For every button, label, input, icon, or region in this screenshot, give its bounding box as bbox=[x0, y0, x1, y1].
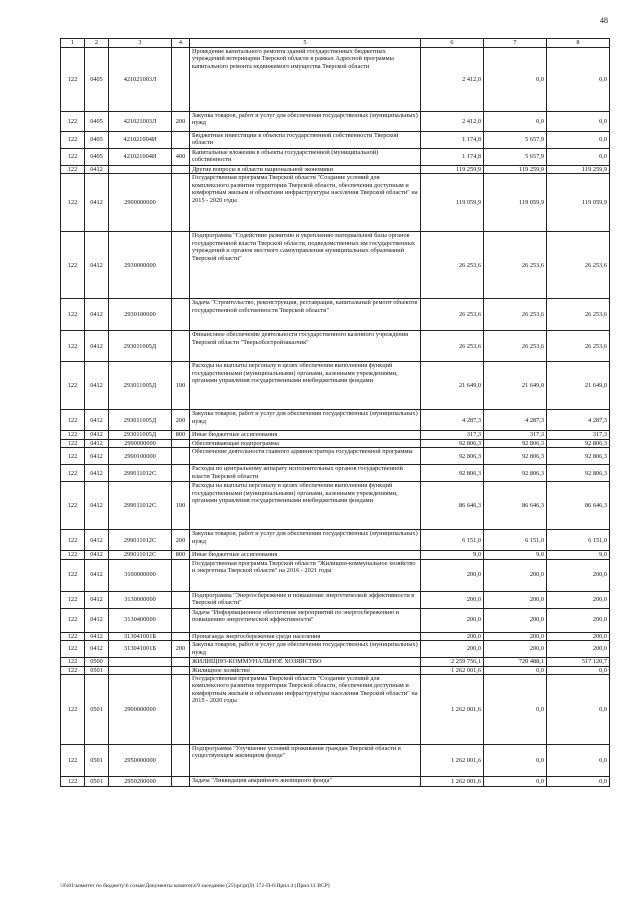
amount-year2-cell: 86 646,3 bbox=[484, 482, 547, 530]
section-code-cell: 0405 bbox=[85, 149, 109, 166]
amount-year2-cell: 200,0 bbox=[484, 559, 547, 591]
amount-year2-cell: 200,0 bbox=[484, 632, 547, 640]
amount-year1-cell: 6 151,0 bbox=[421, 530, 484, 551]
amount-year1-cell: 2 412,0 bbox=[421, 112, 484, 132]
target-article-code-cell: 293011005Д bbox=[109, 362, 172, 410]
target-article-code-cell: 2900000000 bbox=[109, 174, 172, 232]
ved-code-cell: 122 bbox=[61, 299, 85, 331]
amount-year1-cell: 26 253,6 bbox=[421, 299, 484, 331]
amount-year2-cell: 0,0 bbox=[484, 674, 547, 744]
section-code-cell: 0412 bbox=[85, 465, 109, 482]
amount-year1-cell: 26 253,6 bbox=[421, 232, 484, 299]
section-code-cell: 0412 bbox=[85, 174, 109, 232]
table-body bbox=[61, 48, 610, 787]
table-row bbox=[61, 431, 610, 439]
expense-type-code-cell bbox=[172, 448, 190, 465]
ved-code-cell: 122 bbox=[61, 551, 85, 559]
item-name-cell: Пропаганда энергосбережения среди населения bbox=[190, 632, 421, 640]
section-code-cell: 0412 bbox=[85, 431, 109, 439]
amount-year3-cell: 21 649,0 bbox=[547, 362, 610, 410]
table-row bbox=[61, 331, 610, 362]
target-article-code-cell: 299011012С bbox=[109, 530, 172, 551]
amount-year3-cell: 26 253,6 bbox=[547, 299, 610, 331]
item-name-cell: Подпрограмма "Улучшение условий проживания граждан Тверской области в существующем жилищном фонде" bbox=[190, 744, 421, 776]
table-row bbox=[61, 362, 610, 410]
section-code-cell: 0412 bbox=[85, 299, 109, 331]
target-article-code-cell: 313041001Б bbox=[109, 641, 172, 658]
item-name-cell: Расходы на выплаты персоналу в целях обеспечения выполнения функций государственными (муниципальными) органами, казенными учреждениями, органами управления государственными внебюджетными фондами bbox=[190, 362, 421, 410]
table-row bbox=[61, 48, 610, 112]
amount-year1-cell: 200,0 bbox=[421, 591, 484, 608]
item-name-cell: Проведение капитального ремонта зданий государственных бюджетных учреждений ветеринарии Тверской области в рамках Адресной программы капитального ремонта недвижимого имущества Тверской области bbox=[190, 48, 421, 112]
item-name-cell: Задача "Строительство, реконструкция, реставрация, капитальный ремонт объектов государственной собственности Тверской области" bbox=[190, 299, 421, 331]
target-article-code-cell: 3130000000 bbox=[109, 591, 172, 608]
amount-year1-cell: 119 259,9 bbox=[421, 166, 484, 174]
amount-year2-cell: 92 806,3 bbox=[484, 448, 547, 465]
ved-code-cell: 122 bbox=[61, 641, 85, 658]
budget-table bbox=[60, 38, 610, 787]
table-row bbox=[61, 551, 610, 559]
table-row bbox=[61, 439, 610, 447]
amount-year3-cell: 200,0 bbox=[547, 591, 610, 608]
section-code-cell: 0412 bbox=[85, 439, 109, 447]
expense-type-code-cell bbox=[172, 132, 190, 149]
section-code-cell: 0501 bbox=[85, 666, 109, 674]
amount-year3-cell: 0,0 bbox=[547, 149, 610, 166]
amount-year1-cell: 200,0 bbox=[421, 632, 484, 640]
amount-year2-cell: 26 253,6 bbox=[484, 299, 547, 331]
item-name-cell: Обеспечивающая подпрограмма bbox=[190, 439, 421, 447]
target-article-code-cell: 299011012С bbox=[109, 551, 172, 559]
ved-code-cell: 122 bbox=[61, 166, 85, 174]
amount-year3-cell: 119 259,9 bbox=[547, 166, 610, 174]
ved-code-cell: 122 bbox=[61, 132, 85, 149]
target-article-code-cell: 2950200000 bbox=[109, 776, 172, 786]
amount-year3-cell: 26 253,6 bbox=[547, 331, 610, 362]
section-code-cell: 0501 bbox=[85, 744, 109, 776]
item-name-cell: Иные бюджетные ассигнования bbox=[190, 431, 421, 439]
amount-year2-cell: 0,0 bbox=[484, 666, 547, 674]
section-code-cell: 0412 bbox=[85, 362, 109, 410]
amount-year1-cell: 92 806,3 bbox=[421, 465, 484, 482]
target-article-code-cell: 293011005Д bbox=[109, 410, 172, 431]
ved-code-cell: 122 bbox=[61, 410, 85, 431]
amount-year3-cell: 0,0 bbox=[547, 666, 610, 674]
amount-year3-cell: 0,0 bbox=[547, 48, 610, 112]
ved-code-cell: 122 bbox=[61, 591, 85, 608]
expense-type-code-cell bbox=[172, 674, 190, 744]
ved-code-cell: 122 bbox=[61, 482, 85, 530]
target-article-code-cell: 293011005Д bbox=[109, 431, 172, 439]
item-name-cell: Закупка товаров, работ и услуг для обеспечения государственных (муниципальных) нужд bbox=[190, 530, 421, 551]
target-article-code-cell: 313041001Б bbox=[109, 632, 172, 640]
expense-type-code-cell bbox=[172, 232, 190, 299]
amount-year3-cell: 9,0 bbox=[547, 551, 610, 559]
item-name-cell: Жилищное хозяйство bbox=[190, 666, 421, 674]
ved-code-cell: 122 bbox=[61, 674, 85, 744]
target-article-code-cell: 2930100000 bbox=[109, 299, 172, 331]
ved-code-cell: 122 bbox=[61, 362, 85, 410]
table-row bbox=[61, 666, 610, 674]
item-name-cell: Государственная программа Тверской области "Создание условий для комплексного развития территории Тверской области, обеспечения доступным и комфортным жильем и объектами инфраструктуры населения Тверской области" на 2015 - 2020 годы bbox=[190, 174, 421, 232]
amount-year2-cell: 92 806,3 bbox=[484, 439, 547, 447]
section-code-cell: 0405 bbox=[85, 112, 109, 132]
amount-year2-cell: 119 259,9 bbox=[484, 166, 547, 174]
item-name-cell: Государственная программа Тверской области "Жилищно-коммунальное хозяйство и энергетика Тверской области" на 2016 - 2021 годы bbox=[190, 559, 421, 591]
amount-year1-cell: 2 259 756,1 bbox=[421, 658, 484, 666]
amount-year2-cell: 119 059,9 bbox=[484, 174, 547, 232]
ved-code-cell: 122 bbox=[61, 174, 85, 232]
target-article-code-cell bbox=[109, 666, 172, 674]
amount-year3-cell: 4 287,3 bbox=[547, 410, 610, 431]
ved-code-cell: 122 bbox=[61, 666, 85, 674]
amount-year1-cell: 119 059,9 bbox=[421, 174, 484, 232]
target-article-code-cell: 299011012С bbox=[109, 482, 172, 530]
item-name-cell: Закупка товаров, работ и услуг для обеспечения государственных (муниципальных) нужд bbox=[190, 112, 421, 132]
amount-year2-cell: 4 287,3 bbox=[484, 410, 547, 431]
amount-year2-cell: 720 488,1 bbox=[484, 658, 547, 666]
expense-type-code-cell: 200 bbox=[172, 641, 190, 658]
section-code-cell: 0501 bbox=[85, 776, 109, 786]
table-row bbox=[61, 482, 610, 530]
amount-year3-cell: 86 646,3 bbox=[547, 482, 610, 530]
ved-code-cell: 122 bbox=[61, 149, 85, 166]
target-article-code-cell: 2950000000 bbox=[109, 744, 172, 776]
expense-type-code-cell bbox=[172, 608, 190, 632]
amount-year3-cell: 26 253,6 bbox=[547, 232, 610, 299]
expense-type-code-cell bbox=[172, 465, 190, 482]
amount-year3-cell: 200,0 bbox=[547, 559, 610, 591]
item-name-cell: Задача "Ликвидация аварийного жилищного фонда" bbox=[190, 776, 421, 786]
table-row bbox=[61, 658, 610, 666]
expense-type-code-cell bbox=[172, 48, 190, 112]
ved-code-cell: 122 bbox=[61, 744, 85, 776]
ved-code-cell: 122 bbox=[61, 439, 85, 447]
section-code-cell: 0412 bbox=[85, 591, 109, 608]
section-code-cell: 0412 bbox=[85, 482, 109, 530]
ved-code-cell: 122 bbox=[61, 448, 85, 465]
target-article-code-cell: 3130400000 bbox=[109, 608, 172, 632]
amount-year2-cell: 5 657,9 bbox=[484, 132, 547, 149]
section-code-cell: 0405 bbox=[85, 48, 109, 112]
amount-year2-cell: 200,0 bbox=[484, 608, 547, 632]
ved-code-cell: 122 bbox=[61, 559, 85, 591]
amount-year2-cell: 26 253,6 bbox=[484, 331, 547, 362]
target-article-code-cell: 2990100000 bbox=[109, 448, 172, 465]
amount-year3-cell: 317,3 bbox=[547, 431, 610, 439]
amount-year2-cell: 200,0 bbox=[484, 641, 547, 658]
expense-type-code-cell bbox=[172, 666, 190, 674]
amount-year2-cell: 6 151,0 bbox=[484, 530, 547, 551]
amount-year3-cell: 0,0 bbox=[547, 112, 610, 132]
table-row bbox=[61, 608, 610, 632]
table-row bbox=[61, 559, 610, 591]
expense-type-code-cell: 200 bbox=[172, 410, 190, 431]
expense-type-code-cell: 100 bbox=[172, 482, 190, 530]
section-code-cell: 0412 bbox=[85, 608, 109, 632]
amount-year1-cell: 9,0 bbox=[421, 551, 484, 559]
expense-type-code-cell bbox=[172, 299, 190, 331]
table-row bbox=[61, 632, 610, 640]
item-name-cell: Подпрограмма "Энергосбережение и повышение энергетической эффективности в Тверской области" bbox=[190, 591, 421, 608]
target-article-code-cell: 421021003Л bbox=[109, 112, 172, 132]
amount-year3-cell: 0,0 bbox=[547, 776, 610, 786]
table-row bbox=[61, 744, 610, 776]
target-article-code-cell: 421021004И bbox=[109, 149, 172, 166]
ved-code-cell: 122 bbox=[61, 530, 85, 551]
expense-type-code-cell: 100 bbox=[172, 362, 190, 410]
amount-year3-cell: 92 806,3 bbox=[547, 439, 610, 447]
table-row bbox=[61, 232, 610, 299]
column-header: 7 bbox=[484, 39, 547, 48]
table-row bbox=[61, 530, 610, 551]
amount-year3-cell: 0,0 bbox=[547, 132, 610, 149]
item-name-cell: Финансовое обеспечение деятельности государственного казенного учреждения Тверской области "Тверьоблстройзаказчик" bbox=[190, 331, 421, 362]
table-row bbox=[61, 776, 610, 786]
expense-type-code-cell: 200 bbox=[172, 112, 190, 132]
table-row bbox=[61, 641, 610, 658]
column-header: 1 bbox=[61, 39, 85, 48]
target-article-code-cell: 421021003Л bbox=[109, 48, 172, 112]
expense-type-code-cell bbox=[172, 658, 190, 666]
section-code-cell: 0412 bbox=[85, 410, 109, 431]
section-code-cell: 0412 bbox=[85, 559, 109, 591]
table-row bbox=[61, 674, 610, 744]
amount-year3-cell: 200,0 bbox=[547, 641, 610, 658]
section-code-cell: 0412 bbox=[85, 641, 109, 658]
amount-year2-cell: 317,3 bbox=[484, 431, 547, 439]
amount-year2-cell: 0,0 bbox=[484, 112, 547, 132]
column-header: 2 bbox=[85, 39, 109, 48]
table-row bbox=[61, 299, 610, 331]
amount-year2-cell: 92 806,3 bbox=[484, 465, 547, 482]
section-code-cell: 0405 bbox=[85, 132, 109, 149]
item-name-cell: Закупка товаров, работ и услуг для обеспечения государственных (муниципальных) нужд bbox=[190, 410, 421, 431]
table-row bbox=[61, 591, 610, 608]
section-code-cell: 0412 bbox=[85, 166, 109, 174]
column-header: 5 bbox=[190, 39, 421, 48]
item-name-cell: Расходы на выплаты персоналу в целях обеспечения выполнения функций государственными (муниципальными) органами, казенными учреждениями, органами управления государственными внебюджетными фондами bbox=[190, 482, 421, 530]
target-article-code-cell bbox=[109, 166, 172, 174]
section-code-cell: 0412 bbox=[85, 530, 109, 551]
expense-type-code-cell bbox=[172, 331, 190, 362]
section-code-cell: 0412 bbox=[85, 448, 109, 465]
target-article-code-cell bbox=[109, 658, 172, 666]
amount-year3-cell: 0,0 bbox=[547, 674, 610, 744]
amount-year1-cell: 200,0 bbox=[421, 559, 484, 591]
amount-year1-cell: 1 174,8 bbox=[421, 149, 484, 166]
target-article-code-cell: 2990000000 bbox=[109, 439, 172, 447]
item-name-cell: Обеспечение деятельности главного администратора государственной программы bbox=[190, 448, 421, 465]
column-header: 8 bbox=[547, 39, 610, 48]
amount-year3-cell: 92 806,3 bbox=[547, 448, 610, 465]
item-name-cell: Государственная программа Тверской области "Создание условий для комплексного развития территории Тверской области, обеспечения доступным и комфортным жильем и объектами инфраструктуры населения Тверской области" на 2015 - 2020 годы bbox=[190, 674, 421, 744]
expense-type-code-cell: 200 bbox=[172, 530, 190, 551]
ved-code-cell: 122 bbox=[61, 658, 85, 666]
amount-year3-cell: 200,0 bbox=[547, 632, 610, 640]
amount-year2-cell: 0,0 bbox=[484, 776, 547, 786]
item-name-cell: Подпрограмма "Содействие развитию и укреплению материальной базы органов государственной власти Тверской области, подведомственных им государственных учреждений и органов местного самоуправления муниципальных образований Тверской области" bbox=[190, 232, 421, 299]
item-name-cell: Закупка товаров, работ и услуг для обеспечения государственных (муниципальных) нужд bbox=[190, 641, 421, 658]
target-article-code-cell: 421021004И bbox=[109, 132, 172, 149]
ved-code-cell: 122 bbox=[61, 632, 85, 640]
amount-year1-cell: 1 174,8 bbox=[421, 132, 484, 149]
expense-type-code-cell bbox=[172, 591, 190, 608]
expense-type-code-cell bbox=[172, 776, 190, 786]
column-header: 6 bbox=[421, 39, 484, 48]
amount-year1-cell: 21 649,0 bbox=[421, 362, 484, 410]
expense-type-code-cell bbox=[172, 632, 190, 640]
item-name-cell: Иные бюджетные ассигнования bbox=[190, 551, 421, 559]
page-number: 48 bbox=[600, 16, 608, 25]
document-file-path: \\Fs01\комитет по бюджету\6 созыв\Документы комитета\9 заседание (25)\pr\pr(9) 172-П-6\Прил 4 (Прил 11 ВСР) bbox=[60, 883, 330, 889]
table-row bbox=[61, 132, 610, 149]
amount-year1-cell: 4 287,3 bbox=[421, 410, 484, 431]
section-code-cell: 0500 bbox=[85, 658, 109, 666]
item-name-cell: Капитальные вложения в объекты государственной (муниципальной) собственности bbox=[190, 149, 421, 166]
table-row bbox=[61, 149, 610, 166]
expense-type-code-cell bbox=[172, 439, 190, 447]
ved-code-cell: 122 bbox=[61, 465, 85, 482]
amount-year1-cell: 1 262 001,6 bbox=[421, 744, 484, 776]
item-name-cell: Другие вопросы в области национальной экономики bbox=[190, 166, 421, 174]
ved-code-cell: 122 bbox=[61, 48, 85, 112]
item-name-cell: Расходы по центральному аппарату исполнительных органов государственной власти Тверской области bbox=[190, 465, 421, 482]
ved-code-cell: 122 bbox=[61, 112, 85, 132]
amount-year3-cell: 119 059,9 bbox=[547, 174, 610, 232]
section-code-cell: 0412 bbox=[85, 331, 109, 362]
amount-year2-cell: 21 649,0 bbox=[484, 362, 547, 410]
amount-year3-cell: 0,0 bbox=[547, 744, 610, 776]
target-article-code-cell: 299011012С bbox=[109, 465, 172, 482]
ved-code-cell: 122 bbox=[61, 232, 85, 299]
amount-year2-cell: 200,0 bbox=[484, 591, 547, 608]
column-header: 4 bbox=[172, 39, 190, 48]
amount-year2-cell: 26 253,6 bbox=[484, 232, 547, 299]
expense-type-code-cell bbox=[172, 166, 190, 174]
amount-year1-cell: 1 262 001,6 bbox=[421, 674, 484, 744]
amount-year2-cell: 9,0 bbox=[484, 551, 547, 559]
amount-year1-cell: 317,3 bbox=[421, 431, 484, 439]
amount-year1-cell: 200,0 bbox=[421, 608, 484, 632]
ved-code-cell: 122 bbox=[61, 608, 85, 632]
table-row bbox=[61, 448, 610, 465]
section-code-cell: 0412 bbox=[85, 551, 109, 559]
amount-year1-cell: 92 806,3 bbox=[421, 439, 484, 447]
amount-year3-cell: 517 120,7 bbox=[547, 658, 610, 666]
amount-year3-cell: 92 806,3 bbox=[547, 465, 610, 482]
expense-type-code-cell: 800 bbox=[172, 551, 190, 559]
amount-year1-cell: 1 262 001,6 bbox=[421, 776, 484, 786]
table-row bbox=[61, 166, 610, 174]
expense-type-code-cell bbox=[172, 559, 190, 591]
amount-year1-cell: 1 262 001,6 bbox=[421, 666, 484, 674]
item-name-cell: Бюджетные инвестиции в объекты государственной собственности Тверской области bbox=[190, 132, 421, 149]
amount-year1-cell: 86 646,3 bbox=[421, 482, 484, 530]
amount-year2-cell: 0,0 bbox=[484, 744, 547, 776]
target-article-code-cell: 293011005Д bbox=[109, 331, 172, 362]
table-row bbox=[61, 465, 610, 482]
table-row bbox=[61, 112, 610, 132]
target-article-code-cell: 2900000000 bbox=[109, 674, 172, 744]
item-name-cell: Задача "Информационное обеспечение мероприятий по энергосбережению и повышению энергетической эффективности" bbox=[190, 608, 421, 632]
column-header: 3 bbox=[109, 39, 172, 48]
section-code-cell: 0412 bbox=[85, 232, 109, 299]
table-row bbox=[61, 410, 610, 431]
ved-code-cell: 122 bbox=[61, 431, 85, 439]
amount-year3-cell: 6 151,0 bbox=[547, 530, 610, 551]
expense-type-code-cell bbox=[172, 174, 190, 232]
amount-year1-cell: 2 412,0 bbox=[421, 48, 484, 112]
section-code-cell: 0501 bbox=[85, 674, 109, 744]
expense-type-code-cell bbox=[172, 744, 190, 776]
amount-year2-cell: 0,0 bbox=[484, 48, 547, 112]
amount-year2-cell: 5 657,9 bbox=[484, 149, 547, 166]
expense-type-code-cell: 400 bbox=[172, 149, 190, 166]
item-name-cell: ЖИЛИЩНО-КОММУНАЛЬНОЕ ХОЗЯЙСТВО bbox=[190, 658, 421, 666]
ved-code-cell: 122 bbox=[61, 331, 85, 362]
expense-type-code-cell: 800 bbox=[172, 431, 190, 439]
table-row bbox=[61, 174, 610, 232]
table-header-row bbox=[61, 39, 610, 48]
target-article-code-cell: 3100000000 bbox=[109, 559, 172, 591]
amount-year1-cell: 200,0 bbox=[421, 641, 484, 658]
ved-code-cell: 122 bbox=[61, 776, 85, 786]
amount-year1-cell: 92 806,3 bbox=[421, 448, 484, 465]
amount-year1-cell: 26 253,6 bbox=[421, 331, 484, 362]
section-code-cell: 0412 bbox=[85, 632, 109, 640]
target-article-code-cell: 2930000000 bbox=[109, 232, 172, 299]
amount-year3-cell: 200,0 bbox=[547, 608, 610, 632]
